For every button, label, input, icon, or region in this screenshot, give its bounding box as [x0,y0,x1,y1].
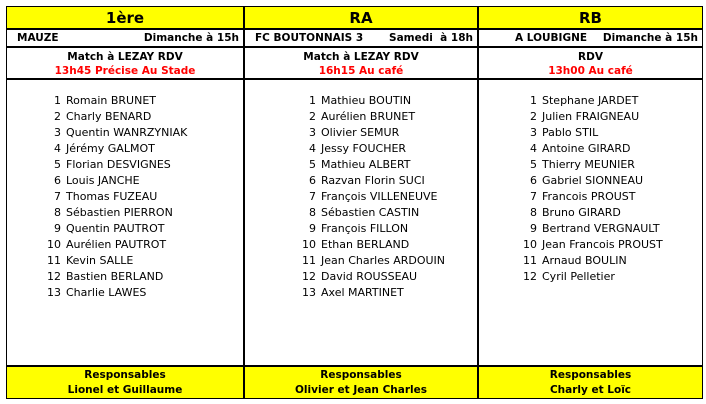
responsables-footer [479,365,702,398]
player-number: 13 [47,285,61,299]
player-row [298,172,477,188]
player-name: Sébastien PIERRON [66,205,173,219]
player-row [43,236,243,252]
player-number: 12 [302,269,316,283]
venue: FC BOUTONNAIS 3 [255,32,364,44]
player-row [43,220,243,236]
meeting-location: Match à LEZAY RDV [303,50,419,63]
player-row [298,252,477,268]
player-name: Gabriel SIONNEAU [542,173,644,187]
team-sheet [6,6,703,399]
player-number: 2 [54,109,61,123]
player-name: Olivier SEMUR [321,125,400,139]
player-name: Bruno GIRARD [542,205,621,219]
responsables-names: Charly et Loïc [549,383,632,396]
team-column-rb [479,7,702,398]
player-name: François VILLENEUVE [321,189,438,203]
player-number: 1 [54,93,61,107]
responsables-names: Lionel et Guillaume [67,383,183,396]
player-number: 10 [302,237,316,251]
player-name: Antoine GIRARD [542,141,631,155]
player-name: Bertrand VERGNAULT [542,221,660,235]
player-row [519,108,702,124]
player-row [298,108,477,124]
player-name: Kevin SALLE [66,253,134,267]
player-name: Jean Francois PROUST [542,237,663,251]
player-row [519,140,702,156]
player-row [298,156,477,172]
player-name: Quentin PAUTROT [66,221,165,235]
responsables-footer [7,365,243,398]
player-number: 5 [54,157,61,171]
player-number: 7 [309,189,316,203]
player-row [43,284,243,300]
player-name: Ethan BERLAND [321,237,410,251]
player-number: 4 [309,141,316,155]
player-name: Florian DESVIGNES [66,157,171,171]
player-list [245,80,477,365]
player-row [43,140,243,156]
team-name: 1ère [7,7,243,30]
venue: MAUZE [17,32,59,44]
player-number: 4 [530,141,537,155]
player-row [298,188,477,204]
player-row [298,204,477,220]
player-row [43,252,243,268]
player-name: Julien FRAIGNEAU [542,109,640,123]
player-name: Thomas FUZEAU [66,189,158,203]
player-row [298,220,477,236]
player-number: 11 [302,253,316,267]
player-number: 8 [309,205,316,219]
player-name: Mathieu ALBERT [321,157,411,171]
player-number: 1 [530,93,537,107]
player-row [298,236,477,252]
player-number: 7 [54,189,61,203]
venue: A LOUBIGNE [515,32,588,44]
player-name: Francois PROUST [542,189,636,203]
player-number: 11 [47,253,61,267]
player-number: 2 [530,109,537,123]
player-number: 10 [523,237,537,251]
player-number: 3 [530,125,537,139]
player-row [298,140,477,156]
match-day: Dimanche à 15h [602,32,698,44]
team-column-ra [245,7,479,398]
player-name: Jérémy GALMOT [66,141,155,155]
player-name: François FILLON [321,221,409,235]
meeting-time: 13h00 Au café [479,63,702,80]
team-name: RB [479,7,702,30]
player-row [519,172,702,188]
match-info [479,30,702,48]
player-name: Mathieu BOUTIN [321,93,412,107]
player-number: 7 [530,189,537,203]
player-number: 1 [309,93,316,107]
player-number: 4 [54,141,61,155]
player-number: 10 [47,237,61,251]
meeting-time: 16h15 Au café [245,63,477,80]
player-name: Jean Charles ARDOUIN [321,253,446,267]
player-list [479,80,702,365]
player-name: Cyril Pelletier [542,269,615,283]
player-row [519,156,702,172]
responsables-names: Olivier et Jean Charles [295,383,427,396]
player-name: Arnaud BOULIN [542,253,627,267]
player-number: 12 [523,269,537,283]
player-number: 9 [54,221,61,235]
player-number: 3 [309,125,316,139]
player-name: Charly BENARD [66,109,152,123]
player-number: 8 [54,205,61,219]
player-number: 6 [54,173,61,187]
meeting-time: 13h45 Précise Au Stade [7,63,243,80]
player-row [298,124,477,140]
player-name: Aurélien PAUTROT [66,237,167,251]
player-row [519,252,702,268]
player-row [519,124,702,140]
player-name: Axel MARTINET [321,285,404,299]
player-name: Stephane JARDET [542,93,639,107]
player-name: Sébastien CASTIN [321,205,420,219]
responsables-footer [245,365,477,398]
team-name: RA [245,7,477,30]
player-row [298,268,477,284]
player-number: 11 [523,253,537,267]
match-day: Samedi à 18h [389,32,473,44]
player-row [43,172,243,188]
player-number: 8 [530,205,537,219]
player-row [519,92,702,108]
player-row [43,124,243,140]
meeting-location: Match à LEZAY RDV [67,50,183,63]
player-number: 12 [47,269,61,283]
player-row [519,220,702,236]
player-name: Louis JANCHE [66,173,140,187]
player-name: Jessy FOUCHER [321,141,407,155]
player-row [43,156,243,172]
player-number: 3 [54,125,61,139]
player-name: Razvan Florin SUCI [321,173,425,187]
player-name: Bastien BERLAND [66,269,164,283]
match-info [245,30,477,48]
player-name: David ROUSSEAU [321,269,418,283]
match-day: Dimanche à 15h [143,32,239,44]
player-list [7,80,243,365]
player-name: Thierry MEUNIER [542,157,635,171]
player-name: Charlie LAWES [66,285,147,299]
player-row [519,188,702,204]
player-row [298,284,477,300]
player-row [43,268,243,284]
player-number: 2 [309,109,316,123]
player-number: 5 [530,157,537,171]
player-row [43,108,243,124]
team-column-1ere [7,7,245,398]
player-name: Pablo STIL [542,125,599,139]
player-number: 6 [309,173,316,187]
player-number: 5 [309,157,316,171]
player-name: Aurélien BRUNET [321,109,416,123]
player-name: Quentin WANRZYNIAK [66,125,188,139]
player-row [519,204,702,220]
responsables-label: Responsables [84,368,166,381]
player-row [43,188,243,204]
match-info [7,30,243,48]
player-row [519,236,702,252]
responsables-label: Responsables [549,368,632,381]
meeting-location: RDV [578,50,603,63]
player-number: 9 [309,221,316,235]
player-row [519,268,702,284]
player-row [298,92,477,108]
player-name: Romain BRUNET [66,93,156,107]
player-number: 6 [530,173,537,187]
player-row [43,204,243,220]
responsables-label: Responsables [320,368,402,381]
player-number: 13 [302,285,316,299]
player-number: 9 [530,221,537,235]
player-row [43,92,243,108]
